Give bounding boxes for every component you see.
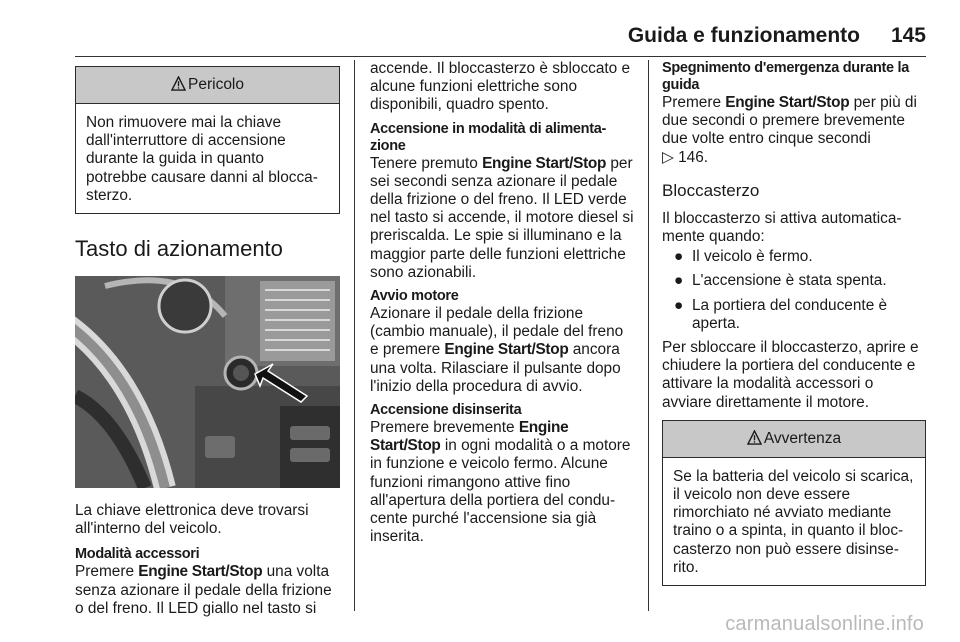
watermark: carmanualsonline.info	[725, 613, 924, 635]
list-item: ● Il veicolo è fermo.	[674, 248, 813, 266]
bullet-icon: ●	[674, 296, 684, 314]
list-item: ● La portiera del conducente è aperta.	[674, 296, 888, 332]
disinserita-title: Accensione disinserita	[370, 402, 522, 419]
emergenza-text: Premere Engine Start/Stop per più di due secondi o premere brevemente due volte entro cinque secondi ▷ 146.	[662, 94, 917, 166]
warning-triangle-icon	[171, 76, 186, 91]
bloccasterzo-heading: Bloccasterzo	[662, 180, 760, 200]
danger-title-text: Pericolo	[188, 76, 244, 93]
engine-start-stop-label: Engine Start/Stop	[370, 419, 569, 455]
page-header	[75, 24, 926, 56]
column-2	[370, 60, 634, 546]
danger-box	[75, 66, 340, 214]
section-title: Guida e funzionamento	[627, 24, 860, 47]
accessori-text: Premere Engine Start/Stop una volta senza azionare il pedale della frizione o del freno. Il LED giallo nel tasto si	[75, 563, 332, 617]
section-heading: Tasto di azionamento	[75, 236, 283, 262]
bloccasterzo-intro: Il bloccasterzo si attiva automatica-mente quando:	[662, 209, 902, 246]
avvio-title: Avvio motore	[370, 288, 459, 305]
engine-start-stop-label: Engine Start/Stop	[444, 341, 569, 359]
list-item: ● L'accensione è stata spenta.	[674, 272, 887, 290]
warning-triangle-icon	[747, 430, 762, 445]
header-rule	[75, 56, 926, 57]
column-divider	[648, 60, 649, 611]
emergenza-title: Spegnimento d'emergenza durante la guida	[662, 60, 910, 93]
column-1	[75, 60, 340, 618]
caption-text: La chiave elettronica deve trovarsi all'interno del veicolo.	[75, 502, 309, 538]
bullet-icon: ●	[674, 272, 684, 290]
continued-text: accende. Il bloccasterzo è sbloccato e alcune funzioni elettriche sono disponibili, quadro spento.	[370, 60, 631, 114]
avvio-text: Azionare il pedale della frizione (cambio manuale), il pedale del freno e premere Engine Start/Stop ancora una volta. Rilasciare il pulsante dopo l'inizio della procedura di avvio.	[370, 305, 624, 395]
warning-text: Se la batteria del veicolo si scarica, il veicolo non deve essere rimorchiato né avviato mediante traino o a spinta, in quanto il bloc-casterzo non può essere disinse-rito.	[673, 467, 914, 576]
bullet-icon: ●	[674, 248, 684, 266]
engine-start-stop-label: Engine Start/Stop	[138, 563, 263, 581]
danger-text: Non rimuovere mai la chiave dall'interruttore di accensione durante la guida in quanto potrebbe causare danni al blocca-sterzo.	[86, 114, 318, 204]
column-divider	[354, 60, 355, 611]
page-ref-arrow-icon: ▷	[662, 148, 674, 166]
engine-start-stop-label: Engine Start/Stop	[482, 154, 607, 172]
alimentazione-title: Accensione in modalità di alimenta-zione	[370, 120, 607, 154]
warning-title-text: Avvertenza	[763, 429, 842, 447]
danger-box-title	[76, 67, 339, 104]
warning-box	[662, 420, 926, 586]
alimentazione-text: Tenere premuto Engine Start/Stop per sei secondi senza azionare il pedale della frizione o del freno. Il LED verde nel tasto si accende, il motore diesel si preriscalda. Le spie si illuminano e la maggior parte delle funzioni elettriche sono azionabili.	[370, 154, 634, 281]
warning-box-title	[663, 421, 925, 458]
page-number: 145	[890, 24, 926, 47]
disinserita-text: Premere brevemente Engine Start/Stop in ogni modalità o a motore in funzione e veicolo fermo. Alcune funzioni rimangono attive fino all'apertura della portiera del condu-cente purché l'accensione sia già inserita.	[370, 419, 631, 546]
column-3	[662, 60, 926, 586]
unlock-text: Per sbloccare il bloccasterzo, aprire e chiudere la portiera del conducente e attivare la modalità accessori o avviare direttamente il motore.	[662, 339, 919, 411]
page-ref[interactable]: 146.	[678, 148, 709, 166]
start-stop-button-photo	[75, 276, 340, 488]
accessori-title: Modalità accessori	[75, 546, 200, 563]
condition-list	[662, 248, 926, 333]
engine-start-stop-label: Engine Start/Stop	[725, 94, 850, 111]
